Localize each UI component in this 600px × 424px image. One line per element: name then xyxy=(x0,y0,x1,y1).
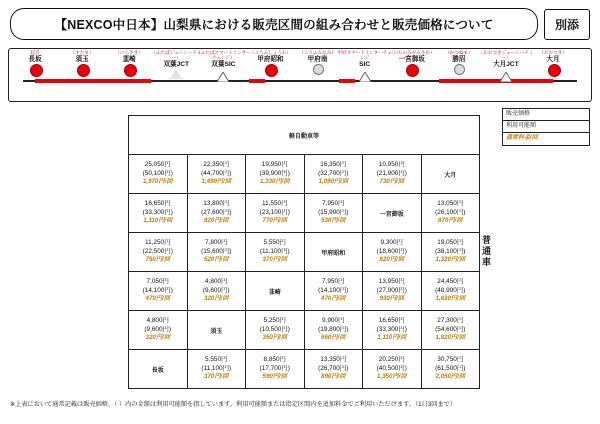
station-dot-gray-icon xyxy=(454,64,463,75)
station-dot-red-icon xyxy=(548,64,559,77)
cell-normal-fare: 1,490円/回 xyxy=(201,178,232,186)
route-node-label: 甲府昭和 xyxy=(257,55,284,63)
cell-available-amount: (27,900円) xyxy=(376,286,407,294)
matrix-price-cell xyxy=(129,194,188,233)
cell-sale-price: 20,250円 xyxy=(378,356,405,364)
matrix-side-label-futsu: 普通車 xyxy=(481,235,491,268)
cell-sale-price: 10,950円 xyxy=(378,161,405,169)
cell-sale-price: 8,850円 xyxy=(263,356,286,364)
cell-normal-fare: 320円/回 xyxy=(145,334,170,342)
cell-normal-fare: 920円/回 xyxy=(204,217,229,225)
cell-sale-price: 16,350円 xyxy=(320,161,347,169)
route-node-label: 双葉SIC xyxy=(211,60,236,68)
cell-sale-price: 11,250円 xyxy=(145,239,171,247)
cell-normal-fare: 660円/回 xyxy=(321,334,346,342)
cell-normal-fare: 890円/回 xyxy=(321,373,346,381)
route-node-reading: 甲府スマートインターチェンジ xyxy=(337,50,392,60)
cell-sale-price: 4,800円 xyxy=(205,278,228,286)
cell-normal-fare: 770円/回 xyxy=(262,217,287,225)
cell-available-amount: (39,900円) xyxy=(259,169,290,177)
cell-normal-fare: 1,110円/回 xyxy=(377,334,407,342)
matrix-price-cell xyxy=(129,311,188,350)
table-row xyxy=(129,311,480,350)
matrix-diagonal-label: 大月 xyxy=(421,155,480,194)
route-node-reading: （ふたばジェーシーティー） xyxy=(151,50,202,60)
cell-available-amount: (54,600円) xyxy=(435,325,466,333)
route-node-reading: （いちのみやみさか） xyxy=(388,50,435,55)
matrix-price-cell xyxy=(187,194,246,233)
cell-available-amount: (33,300円) xyxy=(142,208,173,216)
cell-normal-fare: 870円/回 xyxy=(438,217,463,225)
cell-available-amount: (14,100円) xyxy=(318,286,349,294)
station-dot-gray-icon xyxy=(313,64,322,75)
cell-normal-fare: 470円/回 xyxy=(145,295,170,303)
matrix-price-cell xyxy=(187,272,246,311)
matrix-price-cell xyxy=(421,272,480,311)
cell-sale-price: 5,250円 xyxy=(263,317,286,325)
cell-available-amount: (11,100円) xyxy=(201,364,232,372)
cell-sale-price: 9,900円 xyxy=(322,317,345,325)
cell-available-amount: (48,900円) xyxy=(435,286,466,294)
price-matrix-wrap xyxy=(128,115,491,389)
station-dot-red-icon xyxy=(265,64,276,77)
cell-normal-fare: 750円/回 xyxy=(145,256,170,264)
route-node-label: 勝沼 xyxy=(452,55,466,63)
matrix-header-kei: 軽自動車等 xyxy=(129,116,480,155)
cell-available-amount: (33,300円) xyxy=(376,325,407,333)
junction-triangle-icon xyxy=(170,69,182,79)
route-node-reading: （おおつき） xyxy=(539,50,567,55)
cell-sale-price: 4,800円 xyxy=(146,317,169,325)
cell-normal-fare: 1,330円/回 xyxy=(259,178,290,186)
route-node-reading: （かつぬま） xyxy=(445,50,473,55)
station-dot-red-icon xyxy=(406,64,417,77)
cell-normal-fare: 1,820円/回 xyxy=(435,334,466,342)
route-node-label: 大月JCT xyxy=(493,60,519,68)
table-row xyxy=(129,272,480,311)
matrix-price-cell xyxy=(246,350,305,389)
cell-sale-price: 24,450円 xyxy=(437,278,464,286)
matrix-price-cell xyxy=(363,233,422,272)
route-node-label: 一宮御坂 xyxy=(398,55,425,63)
matrix-price-cell xyxy=(363,311,422,350)
cell-sale-price: 16,650円 xyxy=(378,317,405,325)
table-row xyxy=(129,155,480,194)
cell-available-amount: (40,500円) xyxy=(376,364,407,372)
cell-available-amount: (61,500円) xyxy=(435,364,466,372)
cell-available-amount: (22,500円) xyxy=(142,247,173,255)
header xyxy=(0,0,600,44)
matrix-diagonal-label: 長坂 xyxy=(129,350,188,389)
route-node-label: 甲府南 xyxy=(307,55,328,63)
cell-sale-price: 19,950円 xyxy=(261,161,288,169)
cell-sale-price: 22,350円 xyxy=(203,161,230,169)
cell-sale-price: 5,550円 xyxy=(205,356,228,364)
route-node-label: 須玉 xyxy=(75,55,89,63)
cell-sale-price: 5,550円 xyxy=(263,239,286,247)
cell-normal-fare: 1,970円/回 xyxy=(142,178,173,186)
cell-sale-price: 13,800円 xyxy=(203,200,230,208)
cell-sale-price: 11,550円 xyxy=(262,200,288,208)
cell-sale-price: 7,950円 xyxy=(322,200,345,208)
cell-normal-fare: 1,630円/回 xyxy=(435,295,466,303)
station-dot-red-icon xyxy=(124,64,135,77)
route-node-reading: （ふたばスマートインターチェンジ） xyxy=(196,50,251,60)
route-node-reading: （こうふみなみ） xyxy=(299,50,336,55)
cell-available-amount: (15,900円) xyxy=(318,208,349,216)
cell-available-amount: (27,600円) xyxy=(201,208,232,216)
cell-normal-fare: 370円/回 xyxy=(204,373,229,381)
cell-sale-price: 7,950円 xyxy=(322,278,345,286)
cell-normal-fare: 320円/回 xyxy=(204,295,229,303)
cell-available-amount: (18,600円) xyxy=(376,247,407,255)
cell-sale-price: 16,650円 xyxy=(144,200,171,208)
matrix-price-cell xyxy=(129,272,188,311)
cell-normal-fare: 520円/回 xyxy=(204,256,229,264)
matrix-price-cell xyxy=(246,233,305,272)
cell-sale-price: 13,050円 xyxy=(437,200,464,208)
route-node-list xyxy=(9,49,591,101)
sic-triangle-outline-icon xyxy=(217,69,229,87)
matrix-price-cell xyxy=(187,155,246,194)
cell-available-amount: (32,700円) xyxy=(318,169,349,177)
cell-available-amount: (38,100円) xyxy=(435,247,466,255)
cell-available-amount: (21,900円) xyxy=(376,169,407,177)
table-row xyxy=(129,350,480,389)
matrix-price-cell xyxy=(246,194,305,233)
station-dot-red-icon xyxy=(30,64,41,77)
route-diagram xyxy=(8,48,592,102)
route-node-label: 韮崎 xyxy=(122,55,136,63)
cell-available-amount: (26,100円) xyxy=(435,208,466,216)
cell-normal-fare: 1,110円/回 xyxy=(143,217,173,225)
cell-normal-fare: 620円/回 xyxy=(379,256,404,264)
cell-sale-price: 9,300円 xyxy=(380,239,403,247)
cell-normal-fare: 2,050円/回 xyxy=(435,373,466,381)
cell-available-amount: (15,600円) xyxy=(201,247,232,255)
legend-available: 利用可能額 xyxy=(503,121,589,133)
cell-available-amount: (9,600円) xyxy=(144,325,172,333)
cell-available-amount: (11,100円) xyxy=(259,247,290,255)
cell-normal-fare: 590円/回 xyxy=(262,373,287,381)
route-node-label: 大月 xyxy=(546,55,560,63)
cell-sale-price: 30,750円 xyxy=(437,356,464,364)
legend-normal-fare: 通常料金/回 xyxy=(506,135,538,142)
cell-available-amount: (14,100円) xyxy=(142,286,173,294)
sic-triangle-outline-icon xyxy=(359,69,371,87)
route-node-label: 双葉JCT xyxy=(163,60,190,68)
cell-available-amount: (26,700円) xyxy=(318,364,349,372)
route-node-reading: （すたま） xyxy=(70,50,94,55)
matrix-diagonal-label: 一宮御坂 xyxy=(363,194,422,233)
matrix-price-cell xyxy=(363,272,422,311)
matrix-price-cell xyxy=(187,233,246,272)
matrix-price-cell xyxy=(304,194,363,233)
cell-available-amount: (17,700円) xyxy=(259,364,290,372)
cell-available-amount: (23,100円) xyxy=(259,208,290,216)
cell-normal-fare: 730円/回 xyxy=(379,178,404,186)
matrix-price-cell xyxy=(304,311,363,350)
cell-sale-price: 13,950円 xyxy=(378,278,405,286)
table-row xyxy=(129,233,480,272)
cell-available-amount: (19,800円) xyxy=(318,325,349,333)
matrix-price-cell xyxy=(421,233,480,272)
cell-sale-price: 25,050円 xyxy=(144,161,171,169)
matrix-price-cell xyxy=(187,350,246,389)
matrix-price-cell xyxy=(304,350,363,389)
route-node-label: SIC xyxy=(359,60,371,68)
cell-normal-fare: 350円/回 xyxy=(262,334,287,342)
matrix-price-cell xyxy=(304,155,363,194)
cell-available-amount: (50,100円) xyxy=(142,169,173,177)
matrix-diagonal-label: 須玉 xyxy=(187,311,246,350)
cell-normal-fare: 530円/回 xyxy=(321,217,346,225)
sic-triangle-outline-icon xyxy=(500,69,512,87)
cell-available-amount: (44,700円) xyxy=(201,169,232,177)
matrix-price-cell xyxy=(129,233,188,272)
matrix-price-cell xyxy=(421,194,480,233)
matrix-price-cell xyxy=(246,155,305,194)
cell-sale-price: 13,350円 xyxy=(320,356,347,364)
matrix-diagonal-label: 甲府昭和 xyxy=(304,233,363,272)
page-title: 【NEXCO中日本】山梨県における販売区間の組み合わせと販売価格について xyxy=(10,8,538,40)
cell-normal-fare: 1,350円/回 xyxy=(376,373,407,381)
cell-sale-price: 7,800円 xyxy=(205,239,228,247)
legend-price: 販売価格 xyxy=(503,109,589,121)
cell-sale-price: 27,300円 xyxy=(437,317,464,325)
matrix-price-cell xyxy=(421,311,480,350)
attachment-badge: 別添 xyxy=(544,9,590,40)
footnote: ※上表において通常記載は販売価格、（ ）内の金額は利用可能額を指しています。利用可能額または指定区間内を追加料金でご利用いただけます。（1日3回まで） xyxy=(10,401,456,409)
route-node-reading: （おおつきジェーシーティー） xyxy=(478,50,534,60)
table-row xyxy=(129,194,480,233)
matrix-price-cell xyxy=(421,350,480,389)
route-node-reading: （こうふしょうわ） xyxy=(249,50,292,55)
matrix-price-cell xyxy=(129,155,188,194)
cell-sale-price: 7,050円 xyxy=(146,278,169,286)
cell-sale-price: 19,050円 xyxy=(437,239,464,247)
cell-available-amount: (10,500円) xyxy=(259,325,290,333)
cell-normal-fare: 1,090円/回 xyxy=(318,178,349,186)
cell-normal-fare: 470円/回 xyxy=(321,295,346,303)
matrix-price-cell xyxy=(246,311,305,350)
cell-normal-fare: 1,320円/回 xyxy=(435,256,466,264)
station-dot-red-icon xyxy=(77,64,88,77)
cell-available-amount: (9,600円) xyxy=(202,286,230,294)
cell-normal-fare: 930円/回 xyxy=(379,295,404,303)
price-matrix xyxy=(128,115,480,389)
route-node-label: 長坂 xyxy=(28,55,42,63)
legend-box xyxy=(502,108,590,146)
route-node-reading: 起点 xyxy=(30,50,40,55)
matrix-diagonal-label: 韮崎 xyxy=(246,272,305,311)
matrix-price-cell xyxy=(363,155,422,194)
matrix-price-cell xyxy=(363,350,422,389)
cell-normal-fare: 370円/回 xyxy=(262,256,287,264)
matrix-price-cell xyxy=(304,272,363,311)
route-node-12[interactable] xyxy=(525,49,581,77)
route-node-reading: （にらさき） xyxy=(115,50,143,55)
